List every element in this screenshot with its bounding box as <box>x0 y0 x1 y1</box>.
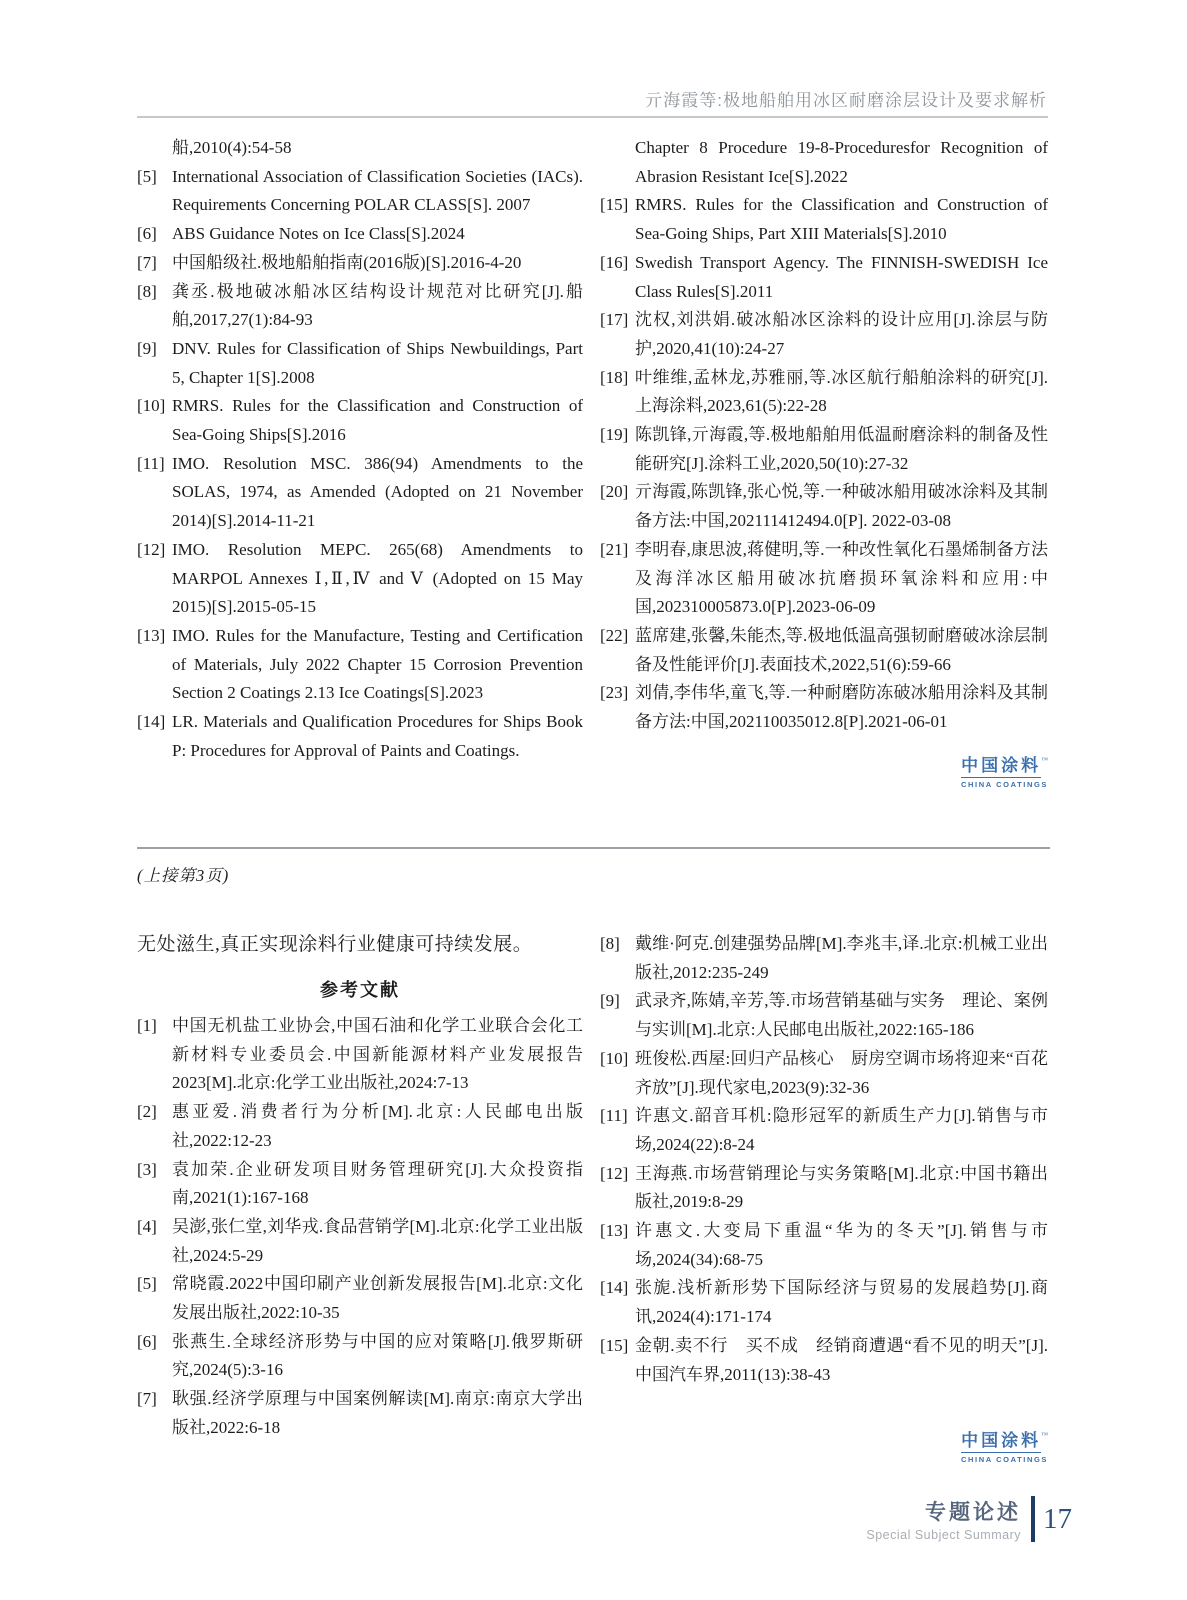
reference-text: IMO. Rules for the Manufacture, Testing and Certification of Materials, July 2022 Chapter 15 Corrosion Prevention Section 2 Coatings 2.13 Ice Coatings[S].2023 <box>172 625 583 703</box>
reference-item <box>137 1328 583 1385</box>
reference-text: 蓝席建,张馨,朱能杰,等.极地低温高强韧耐磨破冰涂层制备及性能评价[J].表面技术,2022,51(6):59-66 <box>635 625 1048 674</box>
reference-number: [22] <box>600 625 629 645</box>
page-footer <box>866 1496 1072 1542</box>
reference-item <box>600 421 1048 478</box>
reference-text: 中国船级社.极地船舶指南(2016版)[S].2016-4-20 <box>172 252 522 272</box>
reference-number: [19] <box>600 425 629 445</box>
reference-number: [23] <box>600 683 629 703</box>
reference-number: [15] <box>600 1335 629 1355</box>
reference-number: [2] <box>137 1102 157 1122</box>
reference-item <box>600 987 1048 1044</box>
china-coatings-logo <box>961 1432 1048 1464</box>
reference-number: [21] <box>600 539 629 559</box>
reference-number: [14] <box>600 1278 629 1298</box>
reference-number: [1] <box>137 1016 157 1035</box>
reference-item <box>600 364 1048 421</box>
reference-text: 李明春,康思波,蒋健明,等.一种改性氧化石墨烯制备方法及海洋冰区船用破冰抗磨损环氧涂料和应用:中国,202310005873.0[P].2023-06-09 <box>635 539 1048 617</box>
running-header-title: 亓海霞等:极地船舶用冰区耐磨涂层设计及要求解析 <box>645 91 1047 110</box>
reference-item <box>137 1385 583 1442</box>
reference-number: [14] <box>137 712 166 732</box>
reference-text: 中国无机盐工业协会,中国石油和化学工业联合会化工新材料专业委员会.中国新能源材料产业发展报告2023[M].北京:化学工业出版社,2024:7-13 <box>172 1016 583 1093</box>
reference-item <box>600 679 1048 736</box>
logo-trademark: ™ <box>1041 756 1048 764</box>
reference-number: [3] <box>137 1159 157 1179</box>
reference-item <box>137 1213 583 1270</box>
reference-item <box>137 249 583 278</box>
footer-section-labels <box>866 1496 1021 1542</box>
reference-number: [15] <box>600 195 629 215</box>
reference-number: [9] <box>137 338 157 358</box>
reference-text: RMRS. Rules for the Classification and Construction of Sea-Going Ships[S].2016 <box>172 396 583 445</box>
reference-number: [8] <box>137 281 157 301</box>
reference-item <box>137 708 583 765</box>
reference-text: 亓海霞,陈凯锋,张心悦,等.一种破冰船用破冰涂料及其制备方法:中国,202111412494.0[P]. 2022-03-08 <box>635 482 1048 531</box>
reference-number: [12] <box>137 539 166 559</box>
logo-en-text: CHINA COATINGS <box>961 1455 1048 1464</box>
reference-number: [18] <box>600 367 629 387</box>
footer-section-title-zh: 专题论述 <box>925 1501 1021 1524</box>
reference-item <box>600 134 1048 191</box>
reference-number: [4] <box>137 1216 157 1236</box>
reference-item <box>137 278 583 335</box>
reference-item <box>600 1274 1048 1331</box>
reference-text: 惠亚爱.消费者行为分析[M].北京:人民邮电出版社,2022:12-23 <box>172 1102 583 1150</box>
reference-number: [12] <box>600 1163 629 1183</box>
reference-number: [6] <box>137 1331 157 1351</box>
references-heading: 参考文献 <box>320 980 400 1000</box>
reference-list-bottom-right <box>600 930 1048 1389</box>
intro-paragraph: 无处滋生,真正实现涂料行业健康可持续发展。 <box>137 934 533 955</box>
reference-item <box>600 1160 1048 1217</box>
reference-text: 张旎.浅析新形势下国际经济与贸易的发展趋势[J].商讯,2024(4):171-174 <box>635 1278 1048 1327</box>
reference-text: 陈凯锋,亓海霞,等.极地船舶用低温耐磨涂料的制备及性能研究[J].涂料工业,2020,50(10):27-32 <box>635 425 1048 473</box>
reference-number: [5] <box>137 1274 157 1294</box>
reference-item <box>137 1098 583 1155</box>
reference-item <box>600 622 1048 679</box>
reference-item <box>137 335 583 392</box>
reference-text: 沈权,刘洪娟.破冰船冰区涂料的设计应用[J].涂层与防护,2020,41(10):24-27 <box>635 310 1048 358</box>
page-number: 17 <box>1043 1502 1072 1535</box>
continuation-note: (上接第3页) <box>137 866 230 885</box>
reference-text: 班俊松.西屋:回归产品核心 厨房空调市场将迎来“百花齐放”[J].现代家电,2023(9):32-36 <box>635 1048 1048 1097</box>
reference-text: 武录齐,陈婧,辛芳,等.市场营销基础与实务 理论、案例与实训[M].北京:人民邮电出版社,2022:165-186 <box>635 991 1048 1040</box>
reference-number: [8] <box>600 934 620 953</box>
reference-item <box>137 1012 583 1098</box>
logo-zh-text: 中国涂料 <box>961 757 1041 778</box>
reference-item <box>600 536 1048 622</box>
reference-item <box>137 134 583 163</box>
reference-number: [7] <box>137 252 157 272</box>
footer-section-title-en: Special Subject Summary <box>866 1528 1021 1542</box>
footer-divider-bar <box>1031 1496 1035 1542</box>
reference-text: 许惠文.大变局下重温“华为的冬天”[J].销售与市场,2024(34):68-75 <box>635 1221 1048 1269</box>
reference-text: 王海燕.市场营销理论与实务策略[M].北京:中国书籍出版社,2019:8-29 <box>635 1163 1048 1212</box>
reference-text: RMRS. Rules for the Classification and Construction of Sea-Going Ships, Part XIII Materials[S].2010 <box>635 195 1048 244</box>
reference-item <box>600 249 1048 306</box>
reference-item <box>137 163 583 220</box>
reference-text: Chapter 8 Procedure 19-8-Proceduresfor Recognition of Abrasion Resistant Ice[S].2022 <box>635 138 1048 186</box>
reference-number: [10] <box>137 396 166 416</box>
reference-number: [6] <box>137 224 157 244</box>
reference-item <box>137 622 583 708</box>
reference-item <box>137 220 583 249</box>
logo-trademark: ™ <box>1041 1431 1048 1439</box>
reference-text: IMO. Resolution MSC. 386(94) Amendments to the SOLAS, 1974, as Amended (Adopted on 21 November 2014)[S].2014-11-21 <box>172 453 583 531</box>
reference-item <box>137 536 583 622</box>
logo-zh-text: 中国涂料 <box>961 1432 1041 1453</box>
reference-number: [10] <box>600 1048 629 1068</box>
reference-text: IMO. Resolution MEPC. 265(68) Amendments to MARPOL Annexes Ⅰ,Ⅱ,Ⅳ and Ⅴ (Adopted on 15 May 2015)[S].2015-05-15 <box>172 539 583 617</box>
reference-number: [11] <box>600 1106 628 1126</box>
reference-text: 戴维·阿克.创建强势品牌[M].李兆丰,译.北京:机械工业出版社,2012:235-249 <box>635 934 1048 982</box>
reference-item <box>600 1045 1048 1102</box>
reference-item <box>600 930 1048 987</box>
reference-number: [11] <box>137 453 165 473</box>
reference-text: 刘倩,李伟华,童飞,等.一种耐磨防冻破冰船用涂料及其制备方法:中国,202110035012.8[P].2021-06-01 <box>635 683 1048 732</box>
reference-text: 船,2010(4):54-58 <box>172 138 292 157</box>
reference-list-bottom-left <box>137 1012 583 1443</box>
reference-number: [9] <box>600 991 620 1011</box>
reference-number: [7] <box>137 1389 157 1409</box>
reference-item <box>137 392 583 449</box>
top-right-column <box>600 134 1048 737</box>
reference-text: 叶维维,孟林龙,苏雅丽,等.冰区航行船舶涂料的研究[J].上海涂料,2023,61(5):22-28 <box>635 367 1048 416</box>
reference-item <box>137 1156 583 1213</box>
reference-item <box>600 1217 1048 1274</box>
reference-text: 常晓霞.2022中国印刷产业创新发展报告[M].北京:文化发展出版社,2022:10-35 <box>172 1274 583 1323</box>
reference-text: 金朝.卖不行 买不成 经销商遭遇“看不见的明天”[J].中国汽车界,2011(13):38-43 <box>635 1335 1048 1384</box>
reference-text: 许惠文.韶音耳机:隐形冠军的新质生产力[J].销售与市场,2024(22):8-24 <box>635 1106 1048 1154</box>
reference-list-top-right <box>600 134 1048 737</box>
reference-text: 耿强.经济学原理与中国案例解读[M].南京:南京大学出版社,2022:6-18 <box>172 1389 583 1437</box>
china-coatings-logo <box>961 757 1048 789</box>
reference-item <box>600 306 1048 363</box>
reference-text: International Association of Classification Societies (IACs). Requirements Concerning POLAR CLASS[S]. 2007 <box>172 166 583 215</box>
reference-item <box>137 450 583 536</box>
reference-number: [17] <box>600 310 629 330</box>
reference-text: 龚丞.极地破冰船冰区结构设计规范对比研究[J].船舶,2017,27(1):84-93 <box>172 281 583 330</box>
reference-text: DNV. Rules for Classification of Ships Newbuildings, Part 5, Chapter 1[S].2008 <box>172 338 583 387</box>
bottom-left-column <box>137 930 583 1443</box>
reference-text: 袁加荣.企业研发项目财务管理研究[J].大众投资指南,2021(1):167-168 <box>172 1159 583 1208</box>
reference-text: 张燕生.全球经济形势与中国的应对策略[J].俄罗斯研究,2024(5):3-16 <box>172 1331 583 1380</box>
reference-text: ABS Guidance Notes on Ice Class[S].2024 <box>172 224 465 244</box>
reference-item <box>600 1332 1048 1389</box>
reference-number: [20] <box>600 482 629 502</box>
reference-item <box>137 1270 583 1327</box>
reference-number: [5] <box>137 166 157 186</box>
section-divider <box>137 847 1050 849</box>
reference-number: [16] <box>600 252 629 272</box>
reference-item <box>600 191 1048 248</box>
logo-en-text: CHINA COATINGS <box>961 780 1048 789</box>
reference-list-top-left <box>137 134 583 765</box>
reference-item <box>600 478 1048 535</box>
reference-item <box>600 1102 1048 1159</box>
reference-text: LR. Materials and Qualification Procedures for Ships Book P: Procedures for Approval of Paints and Coatings. <box>172 712 583 760</box>
reference-text: Swedish Transport Agency. The FINNISH-SWEDISH Ice Class Rules[S].2011 <box>635 252 1048 301</box>
reference-text: 吴澎,张仁堂,刘华戎.食品营销学[M].北京:化学工业出版社,2024:5-29 <box>172 1216 583 1265</box>
reference-number: [13] <box>600 1221 629 1241</box>
top-left-column <box>137 134 583 765</box>
header-rule <box>137 116 1048 118</box>
bottom-right-column <box>600 930 1048 1389</box>
reference-number: [13] <box>137 625 166 645</box>
